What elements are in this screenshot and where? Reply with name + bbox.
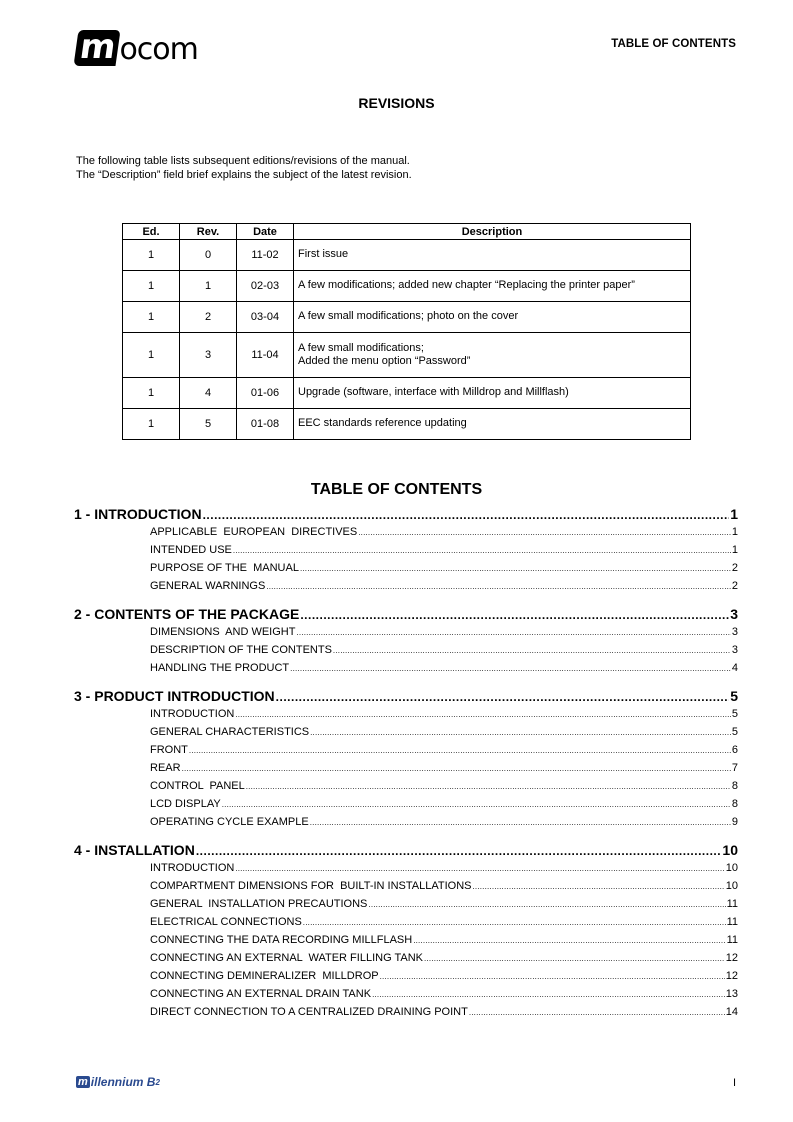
cell-ed: 1 bbox=[123, 302, 180, 333]
toc-entry-label: DIRECT CONNECTION TO A CENTRALIZED DRAINING POINT bbox=[150, 1006, 468, 1018]
toc-leader-dots bbox=[310, 728, 731, 737]
toc-leader-dots bbox=[296, 628, 730, 637]
cell-rev: 1 bbox=[180, 271, 237, 302]
intro-line-2: The “Description” field brief explains the subject of the latest revision. bbox=[76, 168, 412, 181]
col-header-rev: Rev. bbox=[180, 224, 237, 240]
toc-chapter-page: 3 bbox=[730, 606, 738, 622]
toc-entry-label: CONNECTING AN EXTERNAL WATER FILLING TANK bbox=[150, 952, 424, 964]
toc-entry-page: 14 bbox=[725, 1006, 738, 1018]
running-header-title: TABLE OF CONTENTS bbox=[611, 38, 736, 50]
logo-wordmark: ocom bbox=[119, 32, 198, 67]
toc-leader-dots bbox=[372, 990, 725, 999]
revision-row bbox=[123, 302, 691, 333]
revision-row bbox=[123, 333, 691, 378]
millennium-logo-text: illennium B bbox=[90, 1075, 156, 1089]
toc-chapter-row[interactable] bbox=[74, 688, 738, 708]
toc-leader-dots bbox=[472, 882, 724, 891]
description-line: Upgrade (software, interface with Milldrop and Millflash) bbox=[298, 386, 569, 399]
toc-entry-row[interactable] bbox=[150, 898, 738, 916]
toc-chapter-row[interactable] bbox=[74, 606, 738, 626]
toc-leader-dots bbox=[300, 608, 729, 622]
cell-rev: 2 bbox=[180, 302, 237, 333]
revision-row bbox=[123, 378, 691, 409]
cell-ed: 1 bbox=[123, 271, 180, 302]
toc-entry-page: 8 bbox=[731, 798, 738, 810]
toc-entry-label: INTRODUCTION bbox=[150, 862, 235, 874]
toc-leader-dots bbox=[413, 936, 725, 945]
cell-ed: 1 bbox=[123, 409, 180, 440]
toc-entry-label: OPERATING CYCLE EXAMPLE bbox=[150, 816, 309, 828]
mocom-logo bbox=[76, 27, 198, 67]
millennium-logo bbox=[76, 1075, 160, 1089]
cell-rev: 4 bbox=[180, 378, 237, 409]
toc-leader-dots bbox=[333, 646, 731, 655]
toc-leader-dots bbox=[469, 1008, 725, 1017]
col-header-ed: Ed. bbox=[123, 224, 180, 240]
cell-date: 02-03 bbox=[237, 271, 294, 302]
description-line: First issue bbox=[298, 248, 349, 261]
toc-entry-page: 3 bbox=[731, 644, 738, 656]
toc-entry-page: 9 bbox=[731, 816, 738, 828]
toc-leader-dots bbox=[276, 690, 730, 704]
revisions-table bbox=[122, 223, 691, 440]
toc-entry-page: 12 bbox=[725, 952, 738, 964]
toc-leader-dots bbox=[303, 918, 726, 927]
cell-description bbox=[294, 378, 691, 409]
description-line: EEC standards reference updating bbox=[298, 417, 467, 430]
toc-entry-label: CONNECTING DEMINERALIZER MILLDROP bbox=[150, 970, 379, 982]
cell-description bbox=[294, 240, 691, 271]
toc-leader-dots bbox=[310, 818, 731, 827]
description-line: A few small modifications; photo on the cover bbox=[298, 310, 519, 323]
toc-chapter-page: 1 bbox=[730, 506, 738, 522]
cell-ed: 1 bbox=[123, 240, 180, 271]
toc-entry-row[interactable] bbox=[150, 544, 738, 562]
toc-chapter-page: 10 bbox=[722, 842, 738, 858]
cell-description bbox=[294, 302, 691, 333]
col-header-description: Description bbox=[294, 224, 691, 240]
description-line: A few small modifications; bbox=[298, 341, 424, 354]
page-number: I bbox=[732, 1077, 736, 1089]
toc-entry-row[interactable] bbox=[150, 952, 738, 970]
toc-entry-label: COMPARTMENT DIMENSIONS FOR BUILT-IN INSTALLATIONS bbox=[150, 880, 472, 892]
toc-chapter-label: 3 - PRODUCT INTRODUCTION bbox=[74, 688, 275, 704]
toc-entry-row[interactable] bbox=[150, 726, 738, 744]
intro-line-1: The following table lists subsequent editions/revisions of the manual. bbox=[76, 155, 410, 167]
toc-chapter-label: 1 - INTRODUCTION bbox=[74, 506, 202, 522]
toc-chapter-page: 5 bbox=[730, 688, 738, 704]
toc-entry-page: 12 bbox=[725, 970, 738, 982]
toc-entry-row[interactable] bbox=[150, 708, 738, 726]
toc-entry-label: CONTROL PANEL bbox=[150, 780, 245, 792]
toc-leader-dots bbox=[380, 972, 725, 981]
revision-row bbox=[123, 271, 691, 302]
toc-entry-row[interactable] bbox=[150, 880, 738, 898]
toc-leader-dots bbox=[290, 664, 731, 673]
toc-entry-label: GENERAL CHARACTERISTICS bbox=[150, 726, 310, 738]
cell-rev: 0 bbox=[180, 240, 237, 271]
toc-entry-row[interactable] bbox=[150, 916, 738, 934]
toc-entry-page: 2 bbox=[731, 580, 738, 592]
toc-entry-row[interactable] bbox=[150, 626, 738, 644]
toc-entry-page: 11 bbox=[726, 934, 738, 946]
toc-entry-page: 5 bbox=[731, 708, 738, 720]
cell-date: 11-02 bbox=[237, 240, 294, 271]
millennium-logo-mark: m bbox=[78, 1076, 88, 1088]
toc-chapter-entries bbox=[74, 708, 738, 834]
toc-title: TABLE OF CONTENTS bbox=[310, 481, 483, 498]
toc-entry-page: 3 bbox=[731, 626, 738, 638]
toc-chapter-entries bbox=[74, 626, 738, 680]
cell-description bbox=[294, 409, 691, 440]
toc-entry-label: FRONT bbox=[150, 744, 188, 756]
revision-row bbox=[123, 409, 691, 440]
toc-chapter-row[interactable] bbox=[74, 506, 738, 526]
revision-row bbox=[123, 240, 691, 271]
toc-entry-label: GENERAL WARNINGS bbox=[150, 580, 266, 592]
toc-entry-label: DIMENSIONS AND WEIGHT bbox=[150, 626, 296, 638]
toc-chapter-entries bbox=[74, 862, 738, 1024]
toc-leader-dots bbox=[222, 800, 731, 809]
toc-leader-dots bbox=[424, 954, 725, 963]
cell-date: 01-06 bbox=[237, 378, 294, 409]
logo-m-mark: m bbox=[73, 30, 120, 66]
toc-entry-label: GENERAL INSTALLATION PRECAUTIONS bbox=[150, 898, 368, 910]
toc-chapter-row[interactable] bbox=[74, 842, 738, 862]
toc-leader-dots bbox=[368, 900, 725, 909]
toc-leader-dots bbox=[182, 764, 731, 773]
toc-entry-row[interactable] bbox=[150, 970, 738, 988]
toc-leader-dots bbox=[189, 746, 731, 755]
cell-rev: 3 bbox=[180, 333, 237, 378]
toc-leader-dots bbox=[246, 782, 731, 791]
toc-entry-label: LCD DISPLAY bbox=[150, 798, 221, 810]
toc-entry-page: 2 bbox=[731, 562, 738, 574]
cell-description bbox=[294, 333, 691, 378]
toc-entry-page: 5 bbox=[731, 726, 738, 738]
toc-entry-row[interactable] bbox=[150, 662, 738, 680]
col-header-date: Date bbox=[237, 224, 294, 240]
toc-entry-label: ELECTRICAL CONNECTIONS bbox=[150, 916, 302, 928]
toc-entry-page: 10 bbox=[725, 880, 738, 892]
toc-leader-dots bbox=[300, 564, 731, 573]
cell-rev: 5 bbox=[180, 409, 237, 440]
toc-entry-page: 10 bbox=[725, 862, 738, 874]
cell-ed: 1 bbox=[123, 333, 180, 378]
cell-date: 11-04 bbox=[237, 333, 294, 378]
toc-leader-dots bbox=[235, 710, 731, 719]
toc-entry-row[interactable] bbox=[150, 526, 738, 544]
toc-entry-label: INTENDED USE bbox=[150, 544, 232, 556]
toc-entry-row[interactable] bbox=[150, 780, 738, 798]
toc-entry-label: CONNECTING THE DATA RECORDING MILLFLASH bbox=[150, 934, 413, 946]
toc-entry-row[interactable] bbox=[150, 862, 738, 880]
toc-entry-label: REAR bbox=[150, 762, 181, 774]
description-line: Added the menu option “Password” bbox=[298, 355, 471, 367]
toc-leader-dots bbox=[233, 546, 731, 555]
toc-entry-label: PURPOSE OF THE MANUAL bbox=[150, 562, 299, 574]
toc-chapter-label: 2 - CONTENTS OF THE PACKAGE bbox=[74, 606, 300, 622]
toc-entry-page: 1 bbox=[731, 526, 738, 538]
toc-entry-row[interactable] bbox=[150, 798, 738, 816]
toc-entry-page: 6 bbox=[731, 744, 738, 756]
toc-entry-page: 7 bbox=[731, 762, 738, 774]
revisions-header-row bbox=[123, 224, 691, 240]
cell-description bbox=[294, 271, 691, 302]
cell-date: 03-04 bbox=[237, 302, 294, 333]
toc-chapter-entries bbox=[74, 526, 738, 598]
toc-entry-page: 8 bbox=[731, 780, 738, 792]
toc-chapter-label: 4 - INSTALLATION bbox=[74, 842, 195, 858]
toc-entry-row[interactable] bbox=[150, 580, 738, 598]
toc-entry-label: APPLICABLE EUROPEAN DIRECTIVES bbox=[150, 526, 358, 538]
toc-entry-label: DESCRIPTION OF THE CONTENTS bbox=[150, 644, 332, 656]
cell-date: 01-08 bbox=[237, 409, 294, 440]
toc-entry-row[interactable] bbox=[150, 744, 738, 762]
toc-entry-label: HANDLING THE PRODUCT bbox=[150, 662, 290, 674]
toc-leader-dots bbox=[358, 528, 731, 537]
toc-entry-row[interactable] bbox=[150, 1006, 738, 1024]
toc-entry-page: 11 bbox=[726, 916, 738, 928]
table-of-contents bbox=[74, 506, 738, 1032]
revisions-title: REVISIONS bbox=[358, 95, 435, 111]
toc-entry-label: INTRODUCTION bbox=[150, 708, 235, 720]
toc-leader-dots bbox=[266, 582, 731, 591]
toc-entry-page: 1 bbox=[731, 544, 738, 556]
toc-entry-page: 11 bbox=[726, 898, 738, 910]
toc-entry-row[interactable] bbox=[150, 816, 738, 834]
cell-ed: 1 bbox=[123, 378, 180, 409]
toc-entry-row[interactable] bbox=[150, 644, 738, 662]
toc-entry-row[interactable] bbox=[150, 562, 738, 580]
toc-entry-row[interactable] bbox=[150, 762, 738, 780]
toc-entry-page: 13 bbox=[725, 988, 738, 1000]
toc-entry-row[interactable] bbox=[150, 934, 738, 952]
toc-leader-dots bbox=[235, 864, 724, 873]
toc-leader-dots bbox=[196, 844, 722, 858]
toc-entry-label: CONNECTING AN EXTERNAL DRAIN TANK bbox=[150, 988, 372, 1000]
description-line: A few modifications; added new chapter “Replacing the printer paper” bbox=[298, 279, 635, 292]
toc-entry-page: 4 bbox=[731, 662, 738, 674]
millennium-logo-sup: 2 bbox=[155, 1077, 160, 1087]
revisions-intro bbox=[76, 155, 412, 182]
toc-entry-row[interactable] bbox=[150, 988, 738, 1006]
toc-leader-dots bbox=[203, 508, 730, 522]
